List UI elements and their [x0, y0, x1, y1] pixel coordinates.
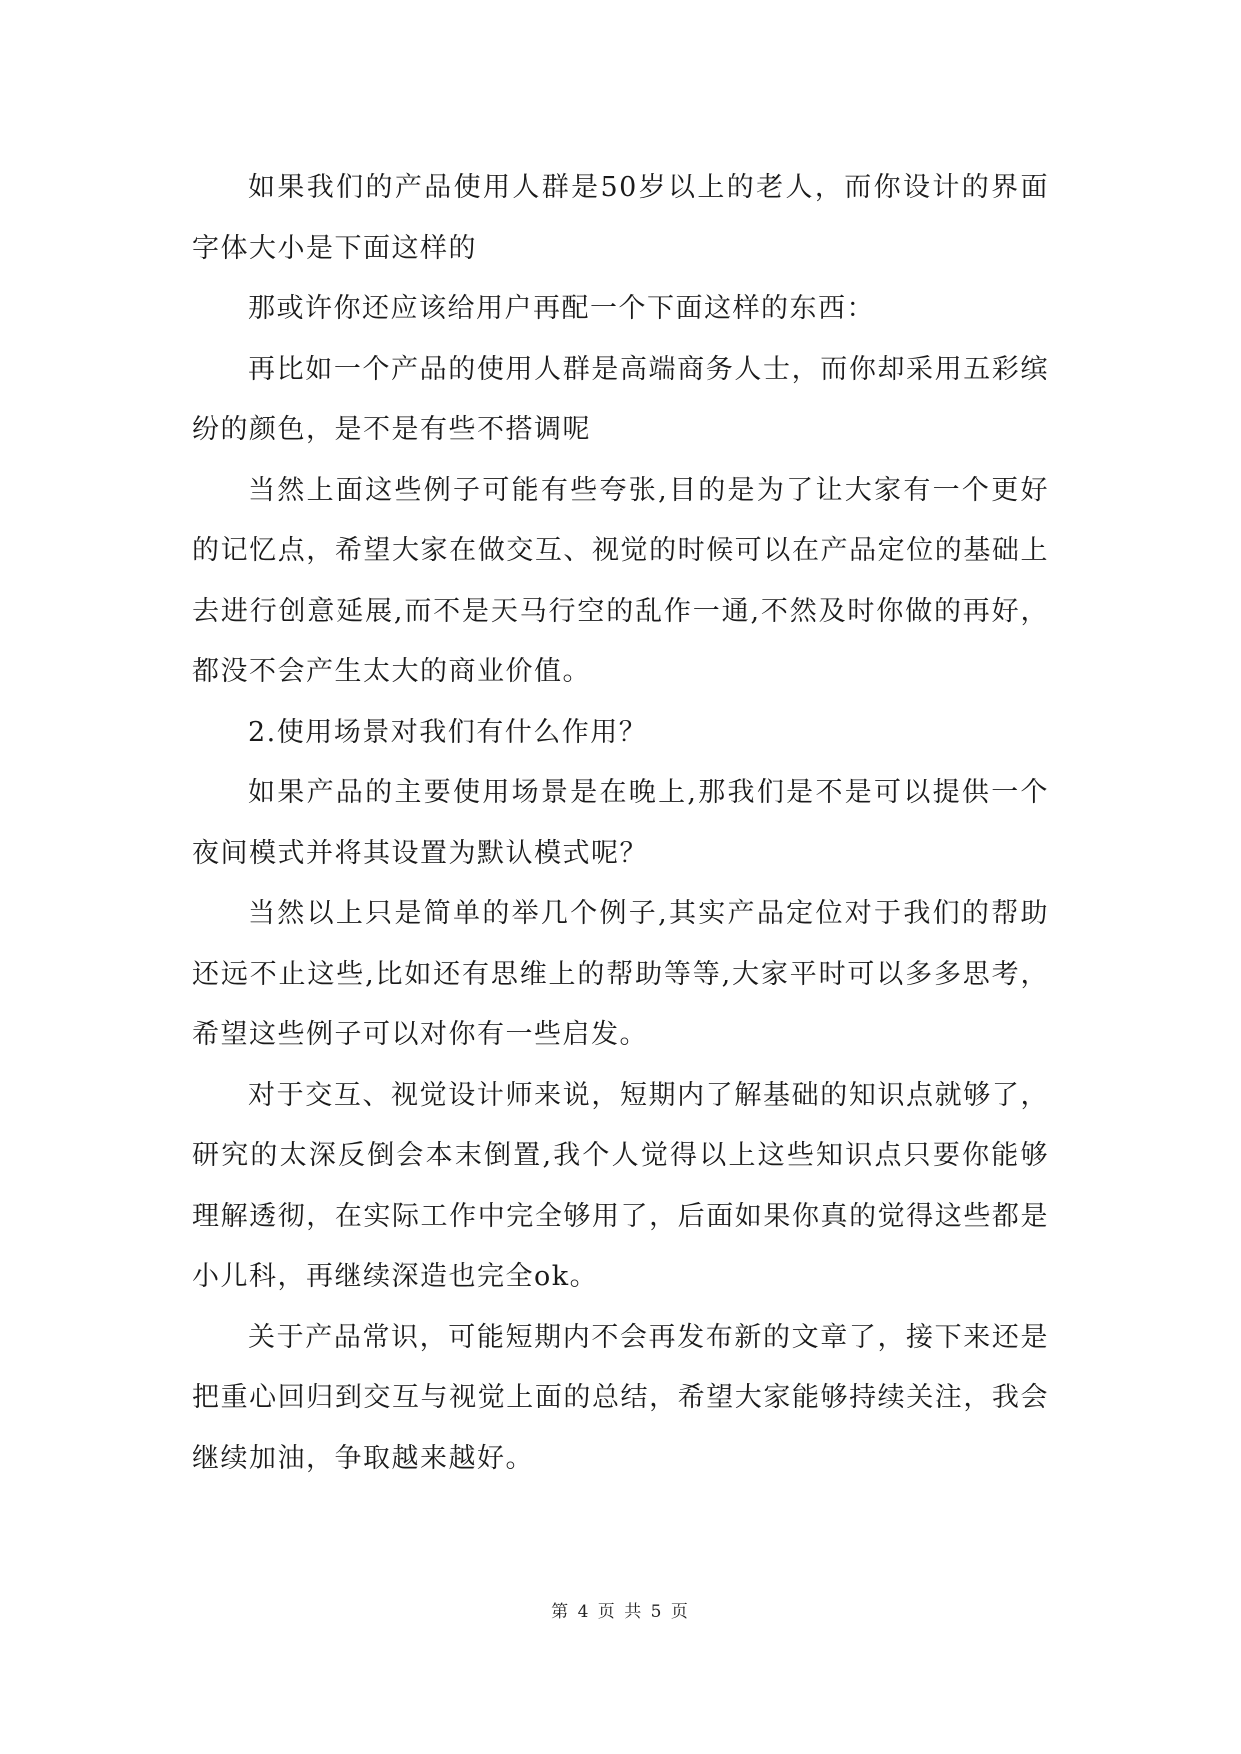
paragraph-exaggeration: 当然上面这些例子可能有些夸张,目的是为了让大家有一个更好的记忆点，希望大家在做交互、视觉的时候可以在产品定位的基础上去进行创意延展,而不是天马行空的乱作一通,不然及时你做的再好，都没不会产生太大的商业价值。: [192, 474, 1049, 687]
page-number-footer: 第 4 页 共 5 页: [551, 1602, 690, 1622]
paragraph-designers: 对于交互、视觉设计师来说，短期内了解基础的知识点就够了，研究的太深反倒会本末倒置,我个人觉得以上这些知识点只要你能够理解透彻，在实际工作中完全够用了，后面如果你真的觉得这些都是小儿科，再继续深造也完全ok。: [192, 1079, 1049, 1292]
document-body: [192, 158, 1049, 1489]
paragraph-examples: 当然以上只是简单的举几个例子,其实产品定位对于我们的帮助还远不止这些,比如还有思维上的帮助等等,大家平时可以多多思考，希望这些例子可以对你有一些启发。: [192, 898, 1049, 1050]
section-heading-usage-scenario: 2.使用场景对我们有什么作用？: [248, 716, 648, 748]
paragraph-closing: 关于产品常识，可能短期内不会再发布新的文章了，接下来还是把重心回归到交互与视觉上面的总结，希望大家能够持续关注，我会继续加油，争取越来越好。: [192, 1321, 1049, 1474]
paragraph-elderly-users: 如果我们的产品使用人群是50岁以上的老人，而你设计的界面字体大小是下面这样的: [192, 172, 1049, 264]
paragraph-magnifier: 那或许你还应该给用户再配一个下面这样的东西：: [248, 293, 875, 324]
paragraph-business-users: 再比如一个产品的使用人群是高端商务人士，而你却采用五彩缤纷的颜色，是不是有些不搭调呢: [192, 353, 1049, 445]
paragraph-night-mode: 如果产品的主要使用场景是在晚上,那我们是不是可以提供一个夜间模式并将其设置为默认模式呢？: [192, 777, 1049, 869]
